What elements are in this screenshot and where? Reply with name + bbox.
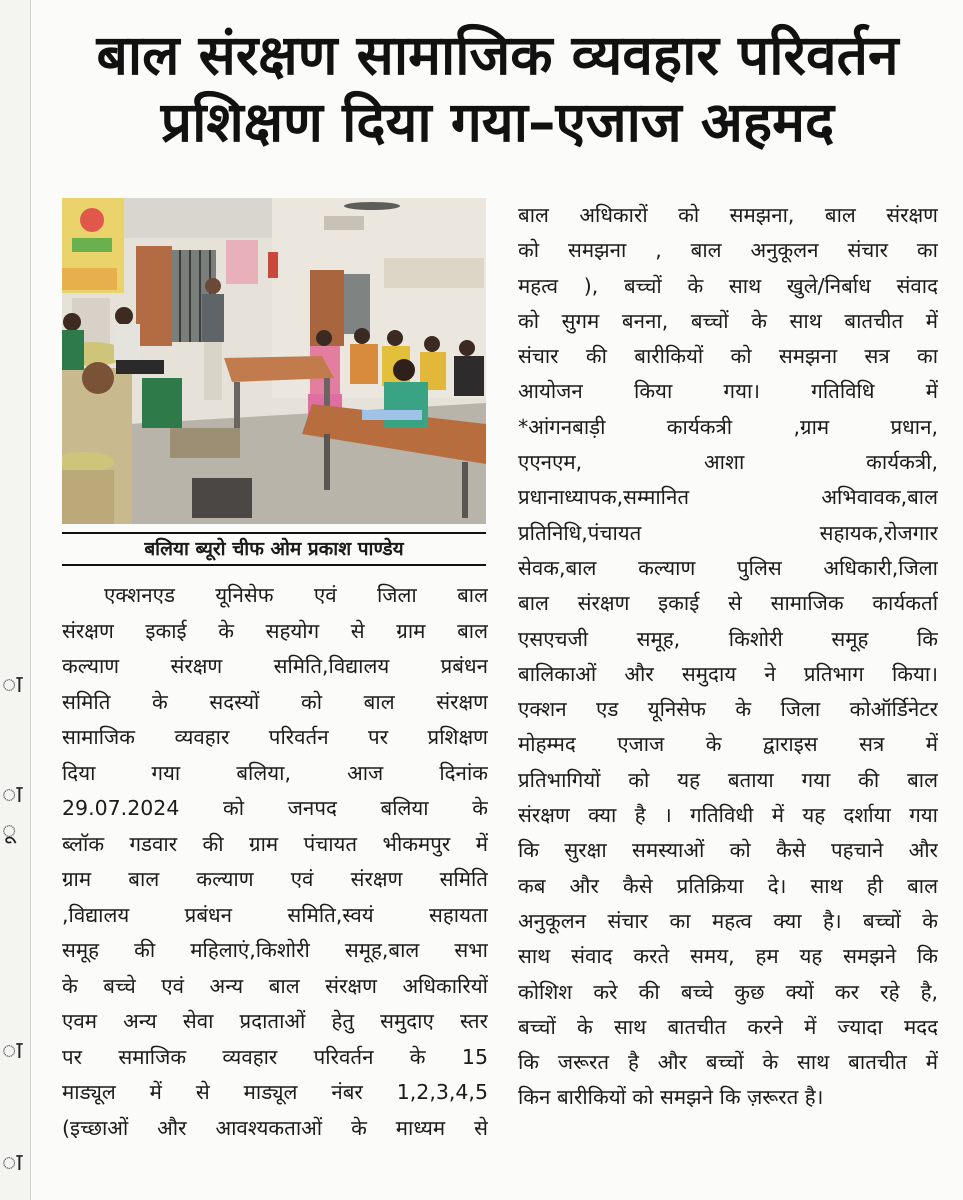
body-line: साथ संवाद करते समय, हम यह समझने कि [518, 944, 938, 969]
body-line: अनुकूलन संचार का महत्व क्या है। बच्चों के [518, 908, 938, 933]
body-line: कोशिश करे की बच्चे कुछ क्यों कर रहे है, [518, 979, 938, 1004]
body-line: को समझना , बाल अनुकूलन संचार का [518, 238, 938, 263]
body-line: बालिकाओं और समुदाय ने प्रतिभाग किया। [518, 661, 938, 686]
body-line: बाल अधिकारों को समझना, बाल संरक्षण [518, 203, 938, 227]
body-line: (इच्छाओं और आवश्यकताओं के माध्यम से [62, 1115, 488, 1140]
training-session-photo [62, 198, 486, 524]
body-line: प्रतिभागियों को यह बताया गया की बाल [518, 767, 938, 792]
body-line: प्रतिनिधि,पंचायत सहायक,रोजगार [518, 520, 938, 545]
strip-char: ा [2, 780, 23, 808]
body-line: के बच्चे एवं अन्य बाल संरक्षण अधिकारियों [62, 973, 488, 998]
body-line: सामाजिक व्यवहार परिवर्तन पर प्रशिक्षण [62, 725, 488, 749]
body-line: को सुगम बनना, बच्चों के साथ बातचीत में [518, 308, 938, 333]
body-line: कि सुरक्षा समस्याओं को कैसे पहचाने और [518, 838, 938, 863]
adjacent-column-strip [0, 0, 31, 1200]
headline-line-1: बाल संरक्षण सामाजिक व्यवहार परिवर्तन [96, 23, 899, 87]
body-line: ,विद्यालय प्रबंधन समिति,स्वयं सहायता [62, 902, 488, 927]
body-line: ग्राम बाल कल्याण एवं संरक्षण समिति [62, 867, 488, 891]
body-line: समिति के सदस्यों को बाल संरक्षण [62, 689, 488, 714]
body-line: समूह की महिलाएं,किशोरी समूह,बाल सभा [62, 938, 488, 962]
body-line: कल्याण संरक्षण समिति,विद्यालय प्रबंधन [62, 654, 488, 678]
article-body-right-column [518, 198, 938, 1116]
body-line: कब और कैसे प्रतिक्रिया दे। साथ ही बाल [518, 873, 938, 898]
article-byline: बलिया ब्यूरो चीफ ओम प्रकाश पाण्डेय [62, 532, 486, 566]
body-line: किन बारीकियों को समझने कि ज़रूरत है। [518, 1085, 824, 1110]
body-line: सेवक,बाल कल्याण पुलिस अधिकारी,जिला [518, 555, 938, 580]
body-line: महत्व ), बच्चों के साथ खुले/निर्बाध संवाद [518, 273, 938, 298]
strip-char: ा [2, 1148, 23, 1176]
body-line: एएनएम, आशा कार्यकत्री, [518, 450, 938, 475]
body-line: कि जरूरत है और बच्चों के साथ बातचीत में [518, 1050, 938, 1075]
body-line: माड्यूल में से माड्यूल नंबर 1,2,3,4,5 [62, 1080, 488, 1104]
body-line: प्रधानाध्यापक,सम्मानित अभिवावक,बाल [518, 485, 938, 510]
headline-line-2: प्रशिक्षण दिया गया–एजाज अहमद [160, 90, 835, 154]
body-line: दिया गया बलिया, आज दिनांक [62, 760, 488, 785]
body-line: एवम अन्य सेवा प्रदाताओं हेतु समुदाए स्तर [62, 1009, 488, 1033]
body-line: मोहम्मद एजाज के द्वाराइस सत्र में [518, 732, 938, 757]
body-line: संरक्षण क्या है । गतिविधी में यह दर्शाया गया [518, 803, 938, 828]
body-line: ब्लॉक गडवार की ग्राम पंचायत भीकमपुर में [62, 831, 488, 856]
body-line: आयोजन किया गया। गतिविधि में [518, 379, 938, 404]
strip-char: ू [2, 816, 17, 844]
body-line: एसएचजी समूह, किशोरी समूह कि [518, 626, 938, 651]
strip-char: ा [2, 1036, 23, 1064]
classroom-photo-illustration [62, 198, 486, 524]
body-line: बच्चों के साथ बातचीत करने में ज्यादा मदद [518, 1014, 938, 1039]
body-line: एक्शनएड यूनिसेफ एवं जिला बाल [104, 583, 488, 607]
body-line: संरक्षण इकाई के सहयोग से ग्राम बाल [62, 618, 488, 643]
article-body-left-column [62, 578, 488, 1146]
body-line: 29.07.2024 को जनपद बलिया के [62, 796, 488, 820]
body-line: पर समाजिक व्यवहार परिवर्तन के 15 [62, 1044, 488, 1069]
body-line: संचार की बारीकियों को समझना सत्र का [518, 344, 938, 369]
body-line: *आंगनबाड़ी कार्यकत्री ,ग्राम प्रधान, [518, 414, 938, 439]
article-headline [40, 22, 955, 156]
body-line: एक्शन एड यूनिसेफ के जिला कोऑर्डिनेटर [518, 697, 938, 722]
strip-char: ा [2, 670, 23, 698]
body-line: बाल संरक्षण इकाई से सामाजिक कार्यकर्ता [518, 591, 938, 616]
